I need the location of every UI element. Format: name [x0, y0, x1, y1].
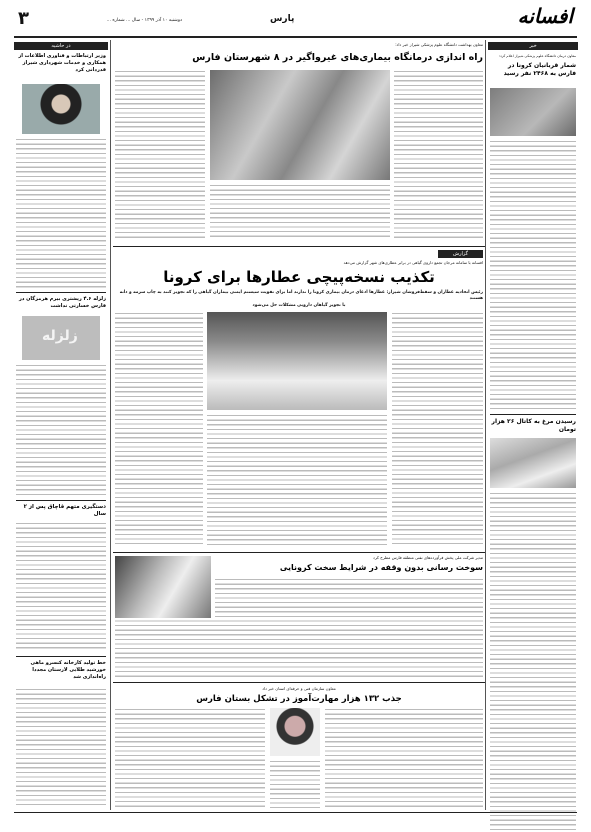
- right-item2-title: رسیدن مرغ به کاتال ۲۶ هزار تومان: [491, 418, 576, 433]
- left-story2-body: [16, 364, 106, 496]
- left-story1-photo: [22, 84, 100, 134]
- left-column-tab: در حاشیه: [14, 42, 108, 50]
- report-photo: [207, 312, 387, 410]
- section-name: پارس: [270, 14, 295, 24]
- left-story2-photo: [22, 316, 100, 360]
- bottom-story-portrait: [270, 708, 320, 756]
- right-item1-kicker: معاون درمان دانشگاه علوم پزشکی شیراز اعلام کرد:: [498, 54, 576, 58]
- right-item1-photo: [490, 88, 576, 136]
- left-story4-title: خط تولید کارخانه کنسرو ماهی خورشید طلایی لارستان مجددا راه‌اندازی شد: [30, 660, 106, 680]
- masthead: [0, 0, 591, 38]
- bottom-story-body-left: [115, 708, 265, 808]
- bottom-story-kicker: معاون سازمان فنی و حرفه‌ای استان خبر داد: [262, 686, 336, 691]
- left-story2-photo-caption: زلزله: [42, 328, 78, 344]
- main-top-body-left: [115, 70, 205, 240]
- header-rule: [14, 36, 577, 38]
- report-rule: [113, 552, 485, 553]
- newspaper-logo: افسانه: [517, 4, 573, 28]
- right-item1-body: [490, 140, 576, 410]
- left-story4-body: [16, 688, 106, 806]
- report-body-right: [392, 312, 483, 547]
- left-story2-title: زلزله ۴.۶ ریشتری بیرم هرمزگان در فارس خسارتی نداشت: [18, 296, 106, 309]
- main-top-kicker: معاون بهداشت دانشگاه علوم پزشکی شیراز خبر داد:: [395, 42, 483, 47]
- left-story1-title: وزیر ارتباطات و فناوری اطلاعات از همکاری و خدمات شهرداری شیراز قدردانی کرد: [18, 53, 106, 73]
- bottom-story-title: جذب ۱۳۲ هزار مهارت‌آموز در تشکل بستان فارس: [196, 694, 402, 704]
- page-number: ۳: [18, 8, 29, 29]
- report-kicker: افسانه با سامانه‌ مرجان تجمع داروی گیاهی در برابر عطاری‌های شهر گزارش می‌دهد: [343, 260, 483, 265]
- right-item2-photo: [490, 438, 576, 488]
- right-divider: [490, 414, 576, 415]
- left-divider-2: [16, 500, 106, 501]
- left-story1-body: [16, 138, 106, 288]
- right-item1-title: شمار قربانیان کرونا در فارس به ۲۴۶۸ نفر رسید: [503, 62, 576, 77]
- bottom-story-body-under: [270, 760, 320, 808]
- report-body-left: [115, 312, 203, 547]
- mid-story-rule: [113, 682, 485, 683]
- report-body-mid: [207, 414, 387, 547]
- mid-story-title: سوخت رسانی بدون وقفه در شرایط سخت کرونایی: [279, 563, 483, 572]
- left-story3-title: دستگیری متهم قاچاق پس از ۲ سال: [23, 504, 106, 517]
- right-column-tab: خبر: [488, 42, 578, 50]
- column-rule-left: [110, 40, 111, 810]
- right-item2-body: [490, 492, 576, 832]
- report-tag: گزارش: [438, 250, 483, 258]
- mid-story-kicker: مدیر شرکت ملی پخش فرآورده‌های نفتی منطقه فارس مطرح کرد: [373, 555, 483, 560]
- footer-rule: [14, 812, 577, 813]
- report-title: تکذیب نسخه‌پیچی عطارها برای کرونا: [163, 268, 435, 286]
- main-top-title: راه اندازی درمانگاه بیماری‌های غیرواگیر در ۸ شهرستان فارس: [192, 52, 483, 63]
- column-rule-right: [485, 40, 486, 810]
- left-divider-3: [16, 656, 106, 657]
- report-lead2: با تجویز گیاهان دارویی مشکلات حل می‌شود: [252, 303, 346, 308]
- main-top-photo: [210, 70, 390, 180]
- report-lead: رئیس اتحادیه عطاران و سقط‌فروشان شیراز: عطارها ادعای درمان بیماری کرونا را ندارند اما برای تقویت سیستم ایمنی بیماران گیاهی را که تجویز کنند به چاپ سرمه و دانه هستند: [119, 290, 483, 301]
- main-top-body-right: [394, 70, 483, 240]
- main-top-rule: [113, 246, 485, 247]
- left-divider-1: [16, 292, 106, 293]
- main-top-body-mid: [210, 184, 390, 240]
- left-story3-body: [16, 522, 106, 652]
- mid-story-photo: [115, 556, 211, 618]
- dateline: دوشنبه ۱۰ آذر ۱۳۹۹ - سال ... شماره ...: [106, 18, 182, 23]
- right-column: [488, 40, 578, 810]
- left-column: [14, 40, 108, 810]
- bottom-story-body-right: [325, 708, 483, 808]
